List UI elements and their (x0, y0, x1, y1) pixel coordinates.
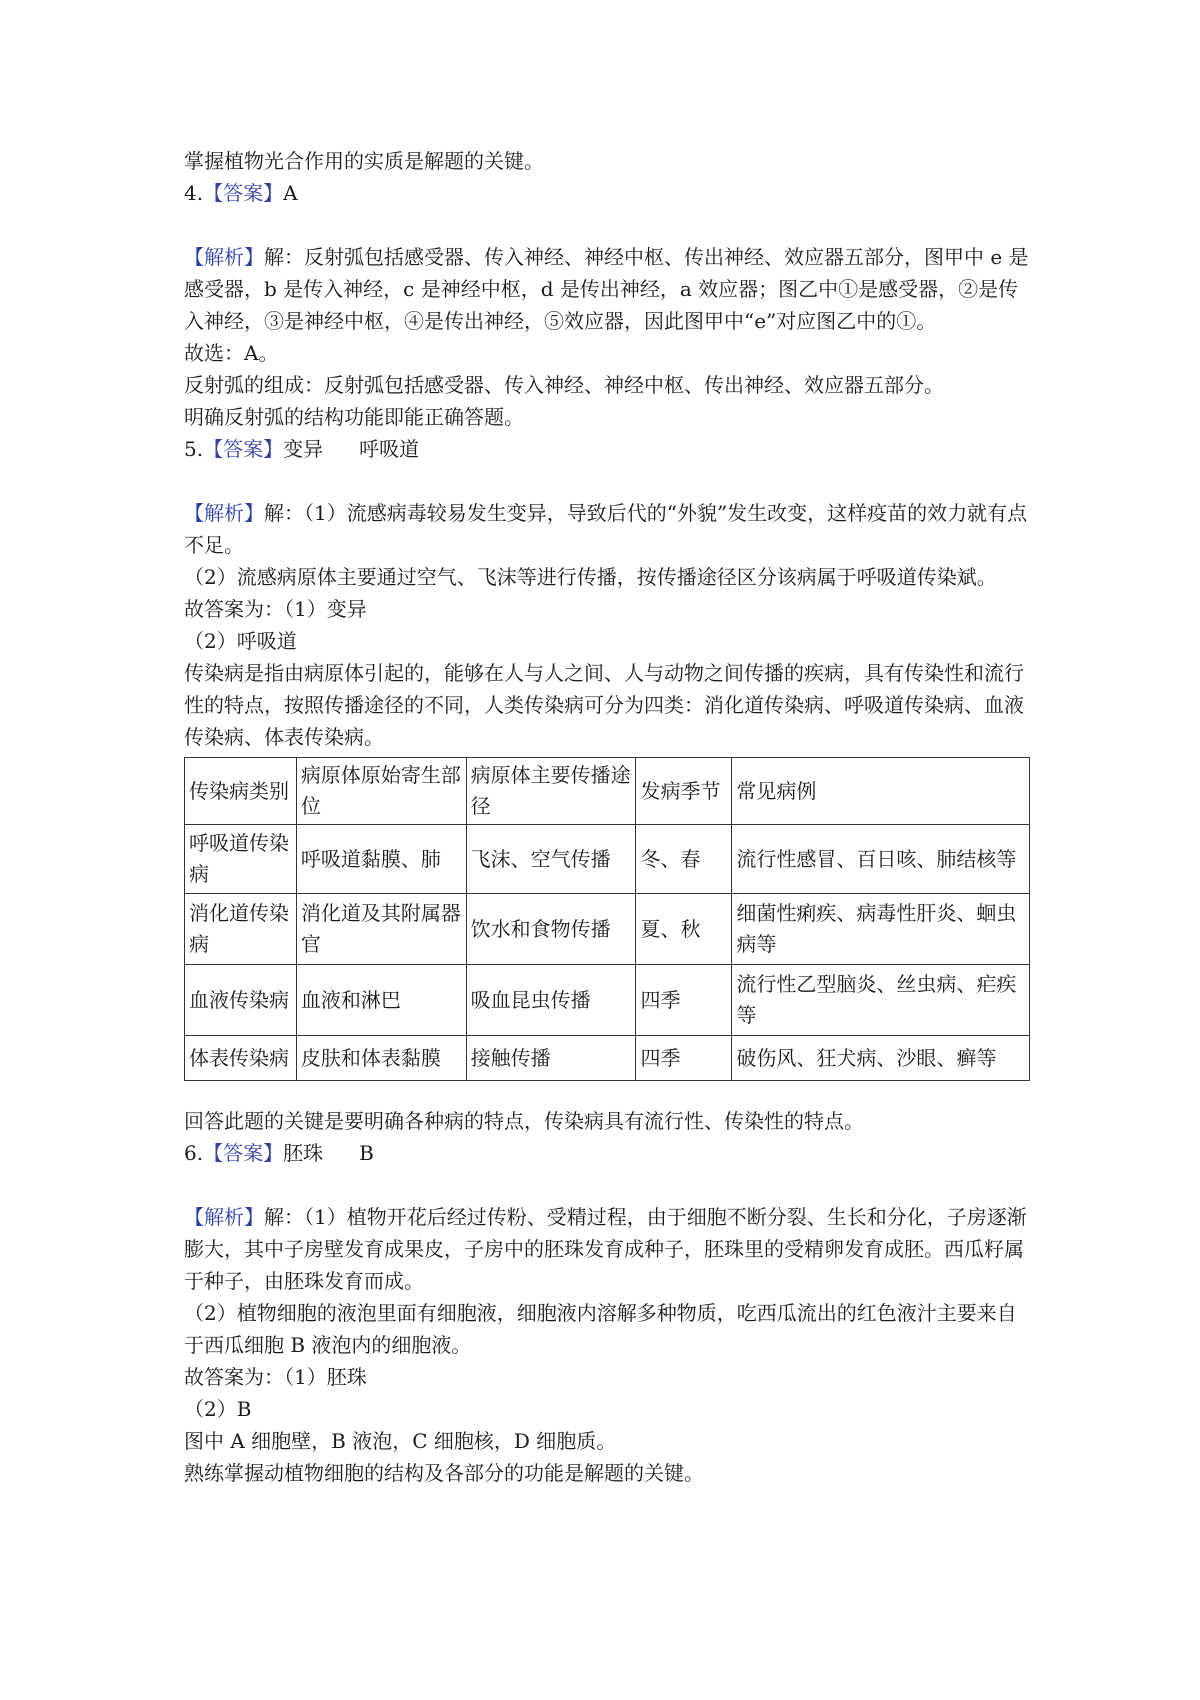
q5-analysis2: （2）流感病原体主要通过空气、飞沫等进行传播，按传播途径区分该病属于呼吸道传染斌。 (184, 565, 997, 589)
table-cell: 破伤风、狂犬病、沙眼、癣等 (732, 1036, 1030, 1081)
q5-analysis-label: 【解析】 (184, 501, 264, 525)
spacer (184, 209, 1030, 241)
q5-number: 5. (184, 437, 204, 461)
q5-answer-line (184, 433, 1030, 465)
q4-answer-line (184, 177, 1030, 209)
q6-note1: 图中 A 细胞壁，B 液泡，C 细胞核，D 细胞质。 (184, 1429, 617, 1453)
q6-number: 6. (184, 1141, 204, 1165)
q6-analysis2: （2）植物细胞的液泡里面有细胞液，细胞液内溶解多种物质，吃西瓜流出的红色液汁主要来自于西瓜细胞 B 液泡内的细胞液。 (184, 1301, 1017, 1357)
intro-line: 掌握植物光合作用的实质是解题的关键。 (184, 149, 544, 173)
q4-answer: A (283, 181, 298, 205)
q4-analysis (184, 241, 1030, 337)
q6-answer2: B (359, 1141, 374, 1165)
q5-answer-label: 【答案】 (203, 437, 284, 461)
table-cell: 夏、秋 (636, 894, 732, 965)
table-cell: 吸血昆虫传播 (466, 965, 636, 1036)
table-cell: 血液和淋巴 (296, 965, 466, 1036)
table-cell: 四季 (636, 1036, 732, 1081)
table-row (185, 894, 1030, 965)
document-page (184, 145, 1030, 1489)
q6-note2: 熟练掌握动植物细胞的结构及各部分的功能是解题的关键。 (184, 1461, 704, 1485)
table-cell: 血液传染病 (185, 965, 297, 1036)
q6-analysis1: 解：（1）植物开花后经过传粉、受精过程，由于细胞不断分裂、生长和分化，子房逐渐膨大，其中子房壁发育成果皮，子房中的胚珠发育成种子，胚珠里的受精卵发育成胚。西瓜籽属于种子，由胚珠发育而成。 (184, 1205, 1027, 1293)
table-header-cell: 发病季节 (636, 758, 732, 825)
q6-analysis (184, 1201, 1030, 1297)
table-row (185, 965, 1030, 1036)
q6-answer1: 胚珠 (283, 1141, 324, 1165)
table-header-cell: 病原体主要传播途径 (466, 758, 636, 825)
table-cell: 消化道传染病 (185, 894, 297, 965)
q5-result2: （2）呼吸道 (184, 629, 297, 653)
table-header-cell: 传染病类别 (185, 758, 297, 825)
table-cell: 四季 (636, 965, 732, 1036)
q5-analysis (184, 497, 1030, 561)
table-cell: 接触传播 (466, 1036, 636, 1081)
spacer (184, 1169, 1030, 1201)
q5-answer1: 变异 (283, 437, 324, 461)
q6-result1: 故答案为：（1）胚珠 (184, 1365, 367, 1389)
table-header-row (185, 758, 1030, 825)
q6-answer-line (184, 1137, 1030, 1169)
q4-choice: 故选：A。 (184, 341, 279, 365)
table-cell: 流行性感冒、百日咳、肺结核等 (732, 825, 1030, 894)
table-header-cell: 常见病例 (732, 758, 1030, 825)
q6-answer-label: 【答案】 (203, 1141, 284, 1165)
q5-conclusion: 回答此题的关键是要明确各种病的特点，传染病具有流行性、传染性的特点。 (184, 1109, 864, 1133)
q4-analysis-text: 解：反射弧包括感受器、传入神经、神经中枢、传出神经、效应器五部分，图甲中 e 是感受器，b 是传入神经，c 是神经中枢，d 是传出神经，a 效应器；图乙中①是感受器，②是传入神经，③是神经中枢，④是传出神经，⑤效应器，因此图甲中“e”对应图乙中的①。 (184, 245, 1029, 333)
table-cell: 消化道及其附属器官 (296, 894, 466, 965)
q5-analysis1: 解：（1）流感病毒较易发生变异，导致后代的“外貌”发生改变，这样疫苗的效力就有点不足。 (184, 501, 1028, 557)
table-cell: 流行性乙型脑炎、丝虫病、疟疾等 (732, 965, 1030, 1036)
q4-note2: 明确反射弧的结构功能即能正确答题。 (184, 405, 524, 429)
q5-answer2: 呼吸道 (359, 437, 420, 461)
table-header-cell: 病原体原始寄生部位 (296, 758, 466, 825)
disease-table (184, 757, 1030, 1081)
spacer (184, 1089, 1030, 1105)
q6-result2: （2）B (184, 1397, 252, 1421)
table-cell: 饮水和食物传播 (466, 894, 636, 965)
q6-analysis-label: 【解析】 (184, 1205, 264, 1229)
q5-explain: 传染病是指由病原体引起的，能够在人与人之间、人与动物之间传播的疾病，具有传染性和流行性的特点，按照传播途径的不同，人类传染病可分为四类：消化道传染病、呼吸道传染病、血液传染病、体表传染病。 (184, 661, 1024, 749)
q5-result1: 故答案为：（1）变异 (184, 597, 367, 621)
table-cell: 呼吸道传染病 (185, 825, 297, 894)
q4-answer-label: 【答案】 (203, 181, 284, 205)
table-cell: 冬、春 (636, 825, 732, 894)
q4-number: 4. (184, 181, 204, 205)
table-cell: 飞沫、空气传播 (466, 825, 636, 894)
q4-note1: 反射弧的组成：反射弧包括感受器、传入神经、神经中枢、传出神经、效应器五部分。 (184, 373, 944, 397)
table-cell: 体表传染病 (185, 1036, 297, 1081)
q4-analysis-label: 【解析】 (184, 245, 264, 269)
table-cell: 呼吸道黏膜、肺 (296, 825, 466, 894)
table-cell: 细菌性痢疾、病毒性肝炎、蛔虫病等 (732, 894, 1030, 965)
table-row (185, 825, 1030, 894)
table-cell: 皮肤和体表黏膜 (296, 1036, 466, 1081)
table-row (185, 1036, 1030, 1081)
spacer (184, 465, 1030, 497)
